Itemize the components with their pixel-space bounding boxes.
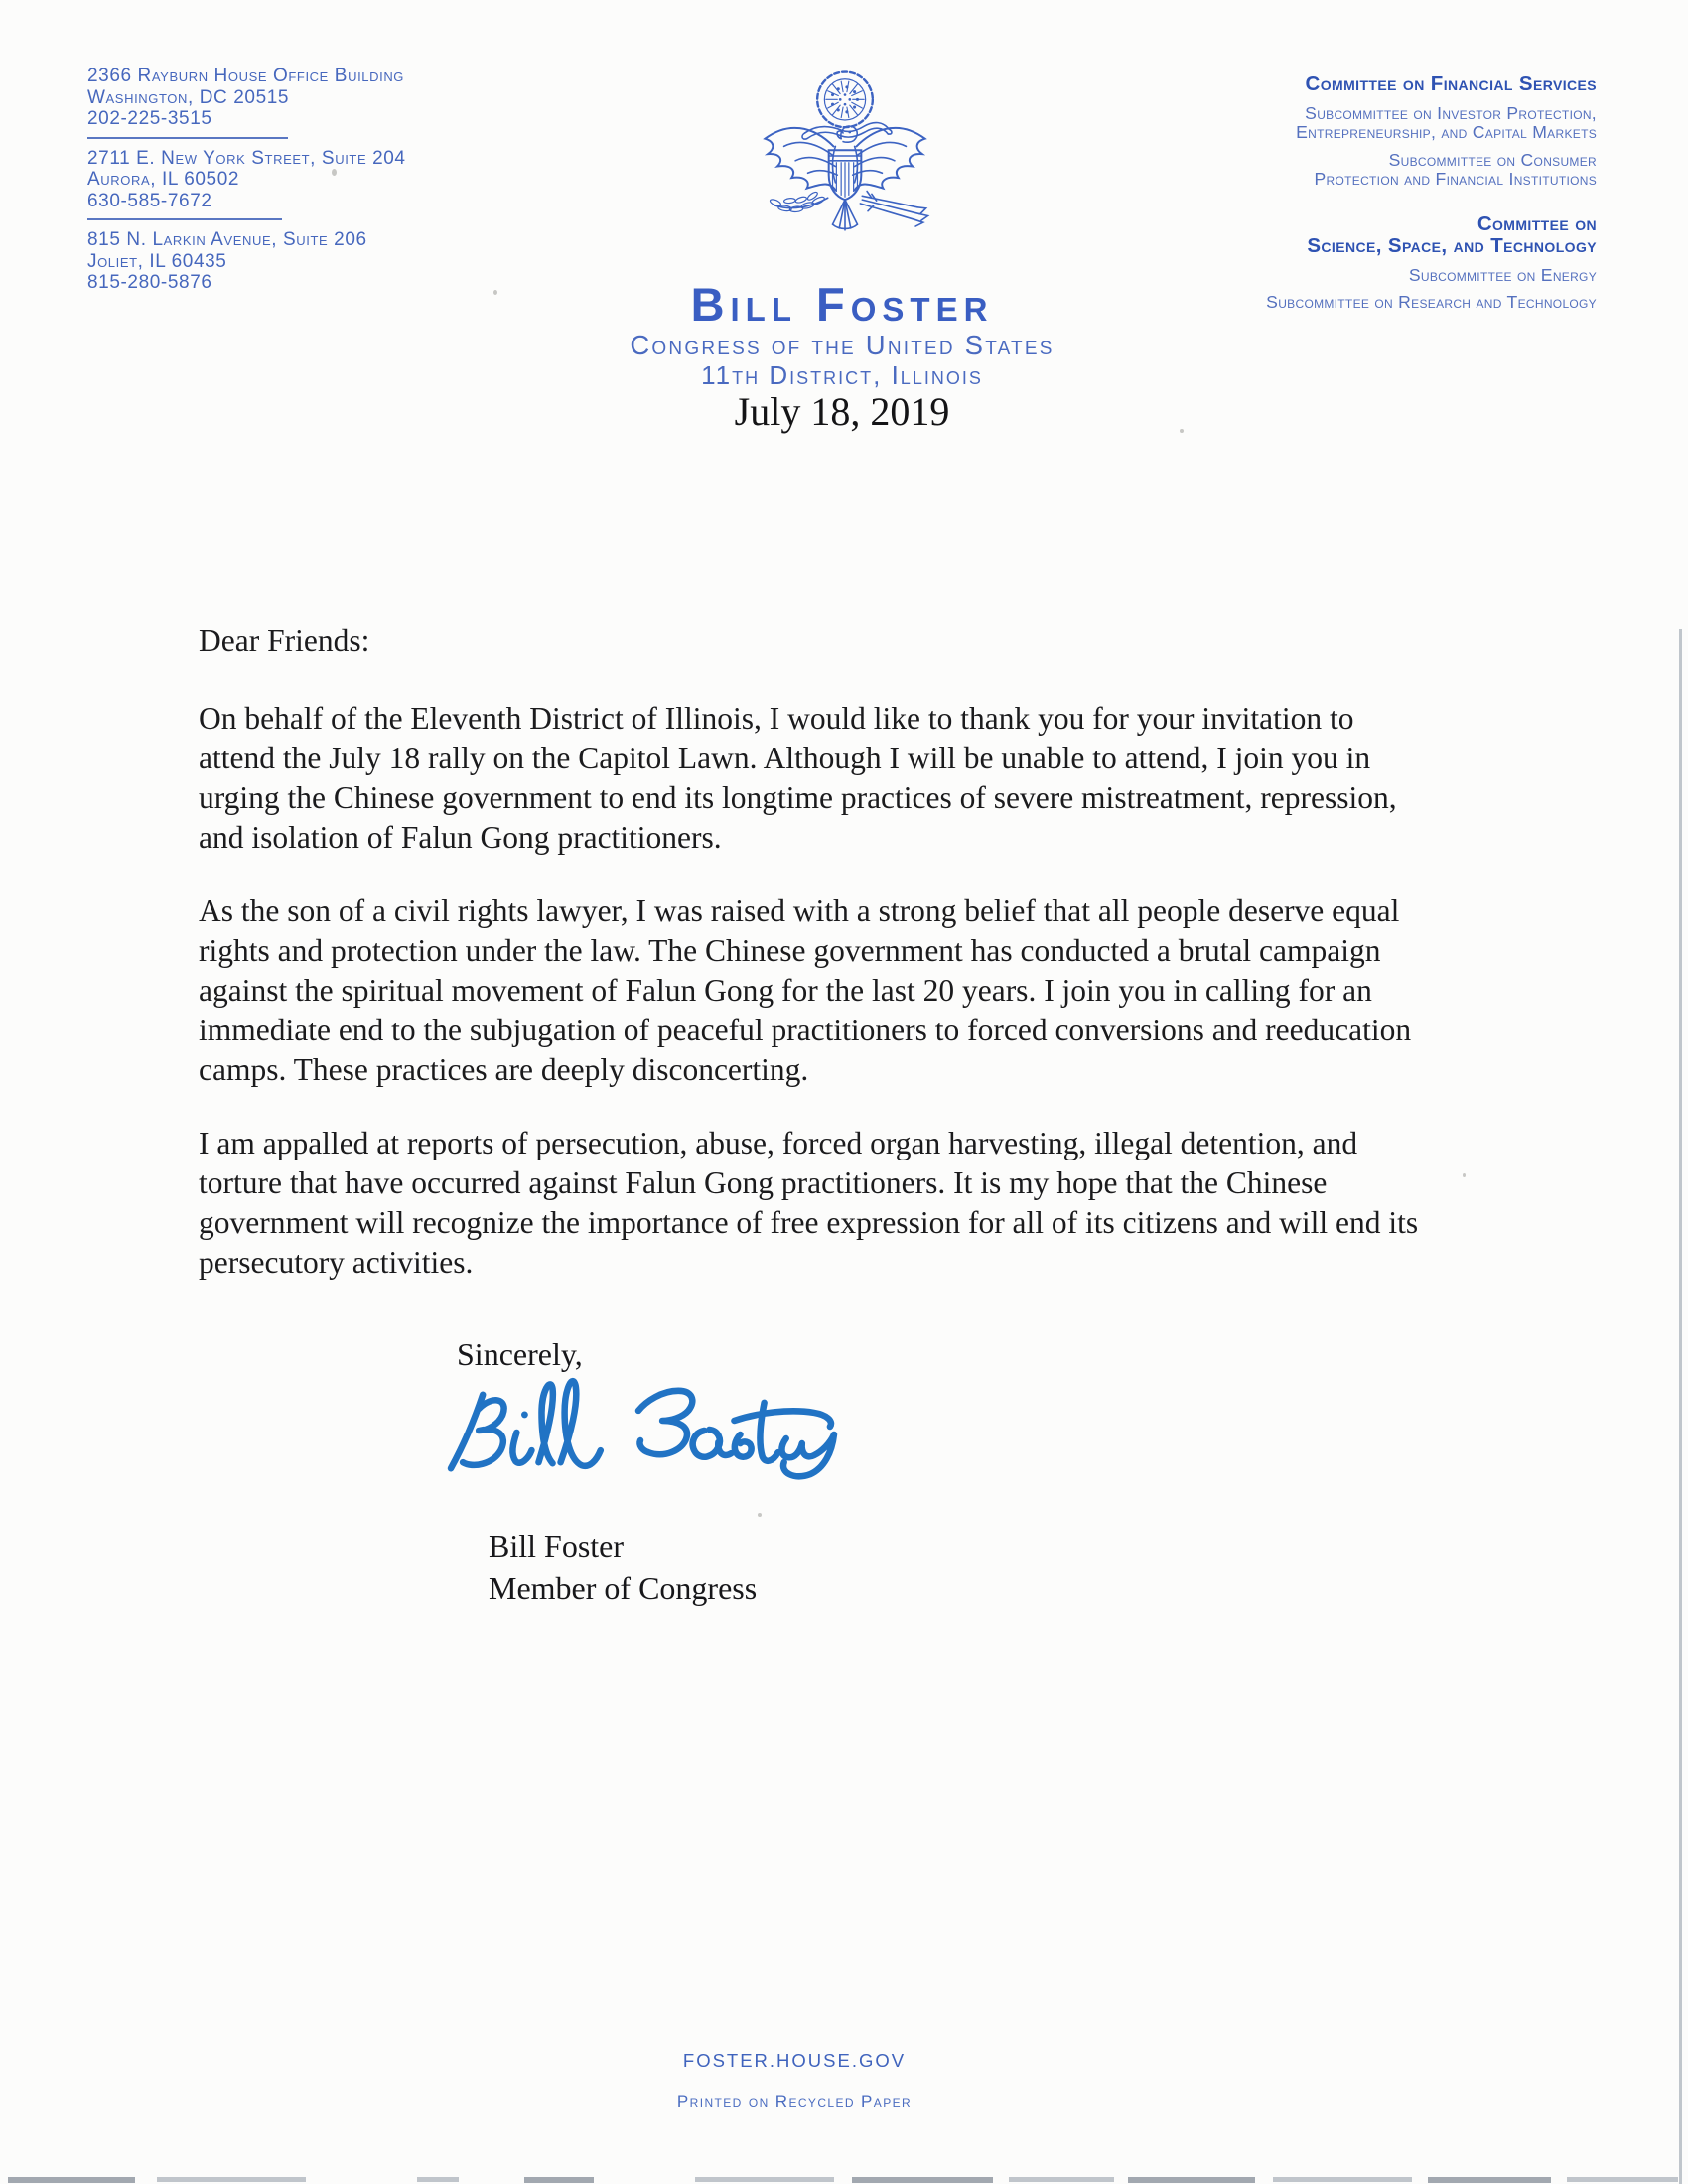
body-line: rights and protection under the law. The Chinese government has conducted a brutal campaign: [199, 933, 1381, 968]
office-line: 202-225-3515: [87, 108, 212, 129]
scan-artifact: [1009, 2177, 1114, 2182]
subcommittee: [1266, 104, 1597, 143]
body-line: immediate end to the subjugation of peaceful practitioners to forced conversions and reeducation: [199, 1013, 1412, 1047]
member-name: Bill Foster: [690, 278, 994, 331]
body-line: As the son of a civil rights lawyer, I was raised with a strong belief that all people deserve equal: [199, 893, 1400, 928]
committee-title: Science, Space, and Technology: [1307, 234, 1597, 257]
paragraph-3: [199, 1124, 1509, 1283]
scan-artifact: [1128, 2177, 1255, 2183]
organization-line: Congress of the United States: [630, 330, 1055, 360]
committee-financial-services: [1266, 73, 1597, 190]
scan-speck: [758, 1513, 762, 1517]
subcommittee-line: Subcommittee on Investor Protection,: [1305, 102, 1597, 123]
office-group-dc: [87, 66, 406, 130]
subcommittee-line: Subcommittee on Energy: [1408, 264, 1597, 285]
committee-assignments-block: [1266, 73, 1597, 313]
body-line: against the spiritual movement of Falun Gong for the last 20 years. I join you in calling for an: [199, 973, 1372, 1008]
office-line: Aurora, IL 60502: [87, 169, 240, 190]
scan-speck: [332, 169, 337, 176]
handwritten-signature: [443, 1368, 842, 1492]
district-line: 11th District, Illinois: [701, 360, 983, 390]
signer-block: [489, 1525, 757, 1610]
body-line: urging the Chinese government to end its longtime practices of severe mistreatment, repression,: [199, 780, 1397, 815]
page-footer: [0, 2051, 1589, 2111]
scan-artifact: [695, 2177, 834, 2182]
scan-artifact: [417, 2177, 459, 2182]
scan-artifact: [1273, 2177, 1412, 2182]
committee-title: Committee on: [1477, 211, 1597, 235]
scan-artifact: [852, 2177, 993, 2183]
scan-artifact: [1428, 2177, 1551, 2183]
signer-title: Member of Congress: [489, 1570, 758, 1606]
closing: Sincerely,: [457, 1336, 583, 1372]
divider: [87, 137, 288, 139]
body-line: I am appalled at reports of persecution, abuse, forced organ harvesting, illegal detention, and: [199, 1126, 1358, 1160]
scan-artifact: [1567, 2177, 1678, 2182]
subcommittee-line: Subcommittee on Research and Technology: [1266, 292, 1597, 312]
office-address-block: [87, 66, 406, 294]
scan-artifact: [157, 2177, 306, 2182]
subcommittee-line: Entrepreneurship, and Capital Markets: [1296, 122, 1597, 142]
paragraph-2: [199, 891, 1509, 1090]
committee-title: Committee on Financial Services: [1305, 72, 1597, 95]
congressional-eagle-seal-icon: [750, 66, 940, 251]
recycled-paper-note: Printed on Recycled Paper: [676, 2092, 913, 2111]
scan-edge-line: [1679, 629, 1682, 2184]
body-line: persecutory activities.: [199, 1245, 474, 1280]
subcommittee-line: Subcommittee on Consumer: [1388, 149, 1597, 170]
scan-speck: [1463, 1173, 1466, 1177]
office-line: 2366 Rayburn House Office Building: [87, 66, 405, 86]
subcommittee: [1266, 151, 1597, 190]
office-line: 630-585-7672: [87, 190, 212, 211]
letter-date: July 18, 2019: [734, 389, 950, 434]
office-line: Joliet, IL 60435: [87, 250, 227, 272]
body-line: attend the July 18 rally on the Capitol Lawn. Although I will be unable to attend, I join you in: [199, 741, 1371, 775]
body-line: government will recognize the importance of free expression for all of its citizens and will end its: [199, 1205, 1419, 1240]
letterhead-title-block: [0, 278, 1684, 434]
signer-name: Bill Foster: [489, 1528, 625, 1564]
scan-speck: [1180, 429, 1184, 433]
divider: [87, 218, 282, 220]
scan-artifact: [524, 2177, 594, 2183]
office-line: 815 N. Larkin Avenue, Suite 206: [87, 229, 367, 250]
letter-body: [199, 621, 1509, 1316]
office-line: Washington, DC 20515: [87, 86, 290, 108]
office-line: 815-280-5876: [87, 272, 212, 293]
office-line: 2711 E. New York Street, Suite 204: [87, 147, 406, 169]
scan-artifact: [8, 2177, 135, 2183]
body-line: and isolation of Falun Gong practitioners.: [199, 820, 722, 855]
paragraph-1: [199, 699, 1509, 858]
salutation: Dear Friends:: [199, 623, 370, 658]
subcommittee-line: Protection and Financial Institutions: [1314, 169, 1597, 189]
website-line: FOSTER.HOUSE.GOV: [682, 2050, 907, 2071]
scan-speck: [493, 290, 497, 295]
body-line: camps. These practices are deeply disconcerting.: [199, 1052, 809, 1087]
body-line: torture that have occurred against Falun Gong practitioners. It is my hope that the Chinese: [199, 1165, 1328, 1200]
office-group-aurora: [87, 148, 406, 212]
body-line: On behalf of the Eleventh District of Illinois, I would like to thank you for your invitation to: [199, 701, 1354, 736]
